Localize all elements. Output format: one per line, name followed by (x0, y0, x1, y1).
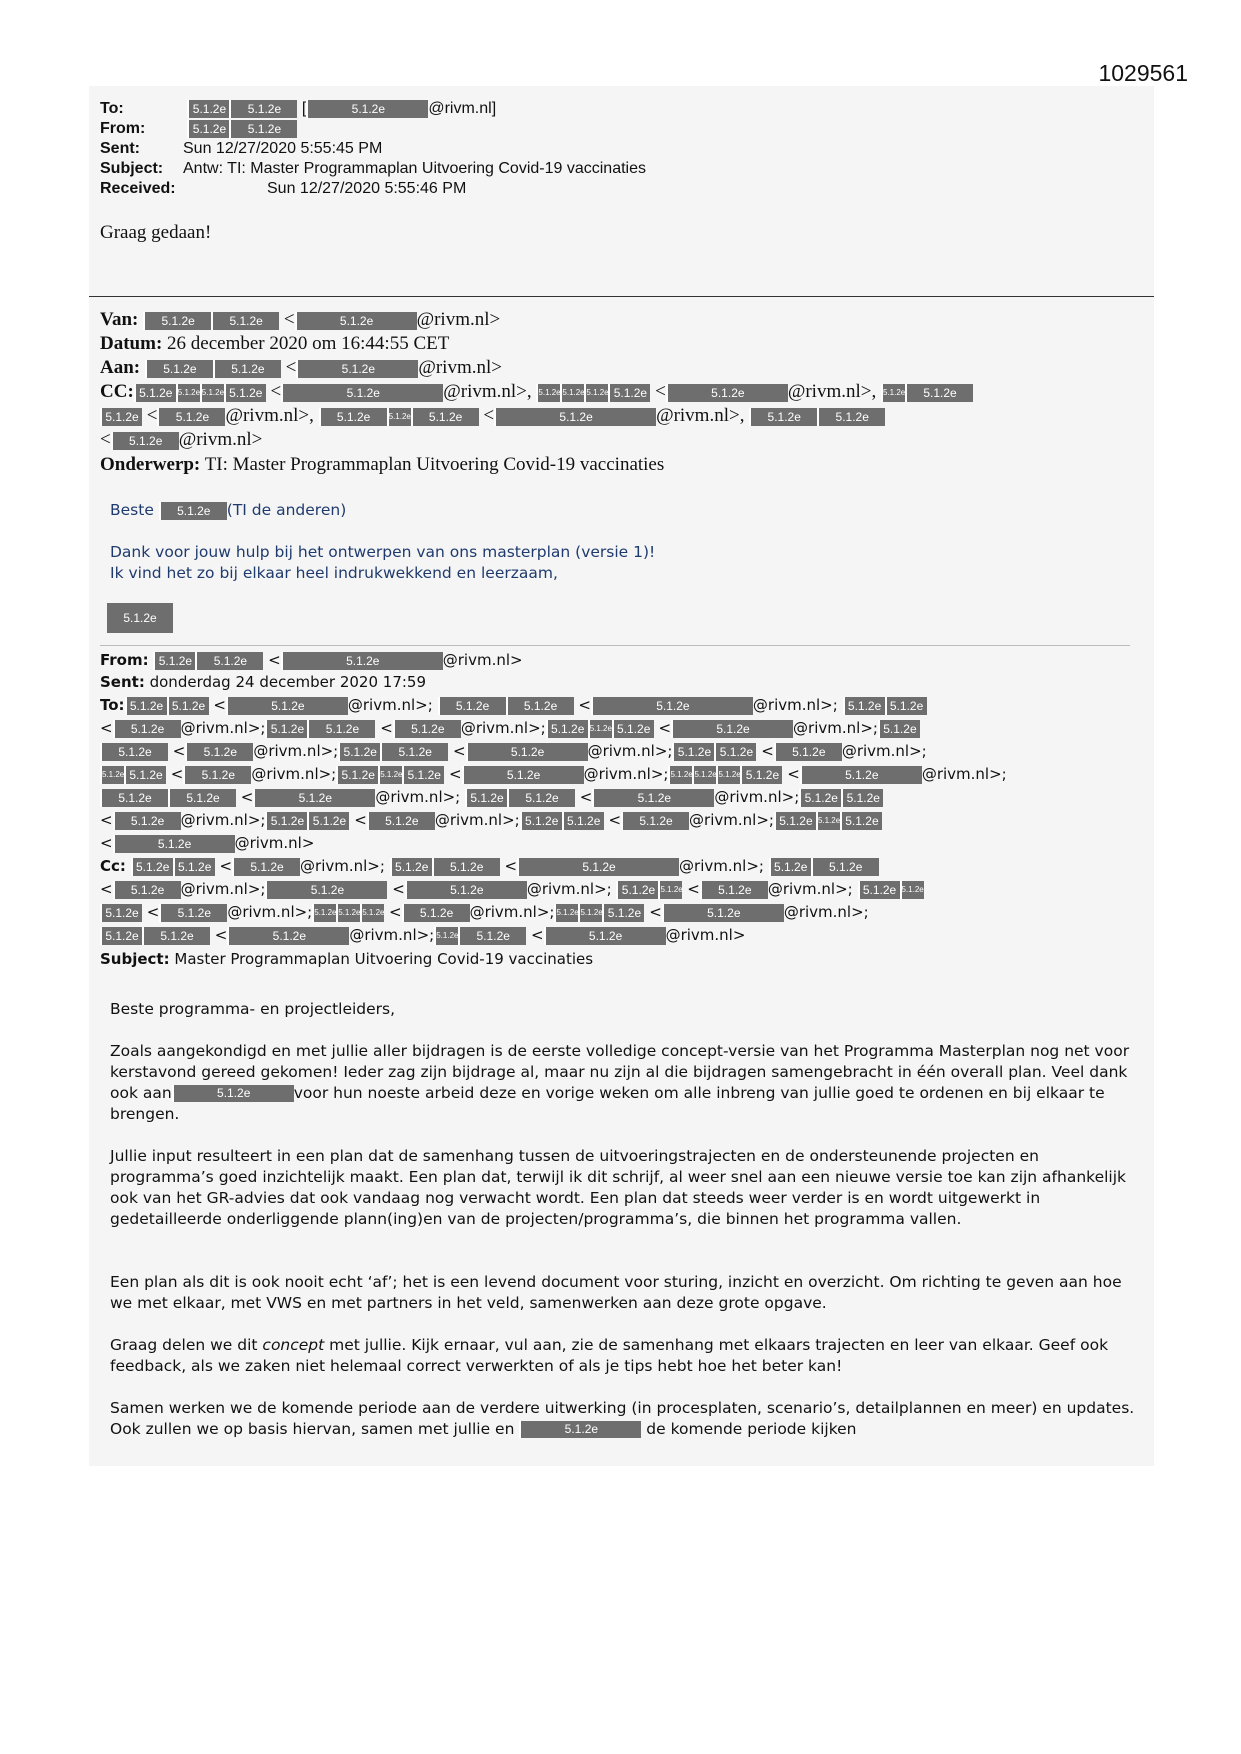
redaction-block: 5.1.2e (227, 927, 349, 945)
redaction-block: 5.1.2e (666, 384, 788, 402)
redaction-block: 5.1.2e (143, 312, 211, 330)
email2-cc-row-2: 5.1.2e < 5.1.2e @rivm.nl>, 5.1.2e 5.1.2e 5.1.2e < 5.1.2e @rivm.nl>, 5.1.2e 5.1.2e (100, 405, 885, 427)
redaction-block: 5.1.2e (562, 812, 604, 830)
redaction-block: 5.1.2e (769, 858, 811, 876)
redaction-block: 5.1.2e (157, 408, 225, 426)
email3-to-row-5: 5.1.2e 5.1.2e < 5.1.2e @rivm.nl>; 5.1.2e 5.1.2e < 5.1.2e @rivm.nl>; 5.1.2e 5.1.2e (100, 788, 883, 807)
subject-label: Subject: (100, 950, 170, 968)
redaction-block: 5.1.2e (295, 312, 417, 330)
to-address: @rivm.nl>; (714, 788, 800, 806)
redaction-block: 5.1.2e (405, 881, 527, 899)
redaction-block: 5.1.2e (187, 120, 229, 138)
redaction-block: 5.1.2e (434, 927, 458, 945)
redaction-block: 5.1.2e (462, 766, 584, 784)
to-address: @rivm.nl>; (375, 788, 461, 806)
redaction-block: 5.1.2e (612, 720, 654, 738)
redaction-block: 5.1.2e (113, 881, 181, 899)
redaction-block: 5.1.2e (211, 312, 279, 330)
paragraph-text: Een plan als dit is ook nooit echt ‘af’; het is een levend document voor sturing, inzicht en overzicht. Om richting te geven aan hoe we met elkaar, met VWS en met partners in het veld, samenwerken aan deze grote opgave. (110, 1273, 1122, 1312)
redaction-block: 5.1.2e (858, 881, 900, 899)
paragraph-text: Samen werken we de komende periode aan de verdere uitwerking (in procesplaten, scenario’s, detailplannen en meer) en updates. Ook zullen we op basis hiervan, samen met jullie en (110, 1399, 1135, 1438)
redaction-block: 5.1.2e (843, 697, 885, 715)
from-label: From: (100, 651, 149, 669)
cc-address: @rivm.nl>, (443, 381, 532, 402)
redaction-block: 5.1.2e (608, 384, 650, 402)
redaction-block: 5.1.2e (100, 743, 168, 761)
paragraph-text: voor hun noeste arbeid deze en vorige weken om alle inbreng van jullie goed te ordenen en bij elkaar te brengen. (110, 1084, 1105, 1123)
paragraph-text: met jullie. Kijk ernaar, vul aan, zie de samenhang met elkaars trajecten en leer van elkaar. Geef ook feedback, als we zaken niet helemaal correct verwerkten of als je tips hebt hoe het beter kan! (110, 1336, 1109, 1375)
redaction-block: 5.1.2e (111, 432, 179, 450)
redaction-block: 5.1.2e (213, 360, 281, 378)
redaction-block: 5.1.2e (881, 384, 905, 402)
subject-value: Antw: TI: Master Programmaplan Uitvoering Covid-19 vaccinaties (183, 160, 646, 177)
redaction-block: 5.1.2e (173, 858, 215, 876)
redaction-block: 5.1.2e (841, 789, 883, 807)
redaction-block: 5.1.2e (113, 812, 181, 830)
paragraph-text: Graag delen we dit (110, 1336, 258, 1354)
redaction-block: 5.1.2e (402, 904, 470, 922)
to-address: @rivm.nl>; (752, 696, 838, 714)
email3-to-row-6: < 5.1.2e @rivm.nl>; 5.1.2e 5.1.2e < 5.1.2e @rivm.nl>; 5.1.2e 5.1.2e < 5.1.2e @rivm.nl>; 5.1.2e 5.1.2e 5.1.2e (100, 811, 882, 830)
to-address: @rivm.nl>; (460, 719, 546, 737)
redaction-block: 5.1.2e (187, 100, 229, 118)
redaction-block: 5.1.2e (438, 697, 506, 715)
redaction-block: 5.1.2e (466, 743, 588, 761)
redaction-block: 5.1.2e (390, 858, 432, 876)
redaction-block: 5.1.2e (380, 743, 448, 761)
cc-address: @rivm.nl> (665, 926, 746, 944)
cc-label: Cc: (100, 857, 126, 875)
cc-address: @rivm.nl>, (656, 405, 745, 426)
redaction-block: 5.1.2e (100, 789, 168, 807)
redaction-block: 5.1.2e (816, 812, 840, 830)
redaction-block: 5.1.2e (578, 904, 602, 922)
email3-to-row-2: < 5.1.2e @rivm.nl>; 5.1.2e 5.1.2e < 5.1.2e @rivm.nl>; 5.1.2e 5.1.2e 5.1.2e < 5.1.2e @rivm.nl>; 5.1.2e (100, 719, 920, 738)
separator-line (89, 296, 1154, 297)
redaction-block: 5.1.2e (811, 858, 879, 876)
redaction-block: 5.1.2e (306, 100, 428, 118)
redaction-block: 5.1.2e (465, 789, 507, 807)
email3-paragraph-1 (110, 1041, 1140, 1125)
redaction-block: 5.1.2e (224, 384, 266, 402)
subject-value: Master Programmaplan Uitvoering Covid-19 vaccinaties (174, 950, 594, 968)
redaction-block: 5.1.2e (716, 766, 740, 784)
to-address: @rivm.nl] (428, 100, 497, 118)
subject-label: Subject: (100, 160, 164, 177)
paragraph-text: Jullie input resulteert in een plan dat de samenhang tussen de uitvoeringstrajecten en de ondersteunende projecten en programma’s goed inzichtelijk maakt. Een plan dat, terwijl ik dit schrijf, al weer snel aan een nieuwe versie toe kan zijn afhankelijk ook van het GR-advies dat ook vandaag nog verwacht wordt. Een plan dat steeds weer verder is en wordt uitgewerkt in gedetailleerde onderliggende plann(ing)en van de projecten/programma’s, die binnen het programma vallen. (110, 1147, 1127, 1228)
redaction-block: 5.1.2e (621, 812, 689, 830)
redaction-block: 5.1.2e (168, 789, 236, 807)
redaction-block: 5.1.2e (560, 384, 584, 402)
redaction-block: 5.1.2e (183, 766, 251, 784)
email3-paragraph-3 (110, 1272, 1140, 1314)
email3-sent-row (100, 673, 426, 691)
redaction-block: 5.1.2e (367, 812, 435, 830)
redaction-block: 5.1.2e (281, 384, 443, 402)
to-address: @rivm.nl>; (434, 811, 520, 829)
email3-from-row: From: 5.1.2e 5.1.2e < 5.1.2e @rivm.nl> (100, 651, 523, 669)
to-address: @rivm.nl> (234, 834, 315, 852)
redaction-block: 5.1.2e (336, 766, 378, 784)
redaction-block: 5.1.2e (602, 904, 644, 922)
redaction-block: 5.1.2e (692, 766, 716, 784)
redaction-block: 5.1.2e (336, 904, 360, 922)
redaction-block: 5.1.2e (616, 881, 658, 899)
van-label: Van: (100, 309, 139, 330)
email3-cc-row-4: 5.1.2e 5.1.2e < 5.1.2e @rivm.nl>; 5.1.2e 5.1.2e < 5.1.2e @rivm.nl> (100, 926, 745, 945)
redaction-block: 5.1.2e (662, 904, 784, 922)
redaction-block: 5.1.2e (799, 789, 841, 807)
redaction-block: 5.1.2e (131, 858, 173, 876)
redaction-block: 5.1.2e (226, 697, 348, 715)
redaction-block: 5.1.2e (905, 384, 973, 402)
redaction-block: 5.1.2e (142, 927, 210, 945)
redaction-block: 5.1.2e (774, 743, 842, 761)
received-label: Received: (100, 180, 176, 197)
redaction-block: 5.1.2e (519, 1421, 641, 1438)
redaction-block: 5.1.2e (134, 384, 176, 402)
redaction-block: 5.1.2e (153, 652, 195, 670)
cc-address: @rivm.nl>; (469, 903, 555, 921)
redaction-block: 5.1.2e (100, 408, 142, 426)
redaction-block: 5.1.2e (885, 697, 927, 715)
cc-address: @rivm.nl> (178, 429, 263, 450)
email3-cc-row-2: < 5.1.2e @rivm.nl>; 5.1.2e < 5.1.2e @rivm.nl>; 5.1.2e 5.1.2e < 5.1.2e @rivm.nl>; 5.1.2e 5.1.2e (100, 880, 924, 898)
redaction-block: 5.1.2e (296, 360, 418, 378)
redaction-block: 5.1.2e (176, 384, 200, 402)
redaction-block: 5.1.2e (125, 697, 167, 715)
cc-address: @rivm.nl>; (783, 903, 869, 921)
redaction-block: 5.1.2e (671, 720, 793, 738)
redaction-block: 5.1.2e (658, 881, 682, 899)
redaction-block: 5.1.2e (592, 789, 714, 807)
redaction-block: 5.1.2e (253, 789, 375, 807)
redaction-block: 5.1.2e (159, 502, 227, 520)
redaction-block: 5.1.2e (817, 408, 885, 426)
aan-label: Aan: (100, 357, 141, 378)
cc-address: @rivm.nl>; (227, 903, 313, 921)
email3-cc-row-3: 5.1.2e < 5.1.2e @rivm.nl>; 5.1.2e 5.1.2e 5.1.2e < 5.1.2e @rivm.nl>; 5.1.2e 5.1.2e 5.1.2e < 5.1.2e @rivm.nl>; (100, 903, 869, 922)
redaction-block: 5.1.2e (740, 766, 782, 784)
to-address: @rivm.nl>; (251, 765, 337, 783)
redaction-block: 5.1.2e (546, 720, 588, 738)
cc-label: CC: (100, 381, 134, 402)
email3-paragraph-2 (110, 1146, 1140, 1230)
email1-body: Graag gedaan! (100, 222, 212, 243)
redaction-block: 5.1.2e (229, 100, 297, 118)
redaction-block: 5.1.2e (878, 720, 920, 738)
redaction-block: 5.1.2e (700, 881, 768, 899)
redaction-block: 5.1.2e (100, 904, 142, 922)
email3-cc-row-1: Cc: 5.1.2e 5.1.2e < 5.1.2e @rivm.nl>; 5.1.2e 5.1.2e < 5.1.2e @rivm.nl>; 5.1.2e 5.1.2e (100, 857, 879, 876)
redaction-block: 5.1.2e (185, 743, 253, 761)
email2-line2: Ik vind het zo bij elkaar heel indrukwekkend en leerzaam, (110, 564, 558, 582)
email1-subject-row (100, 160, 646, 178)
redaction-block: 5.1.2e (520, 812, 562, 830)
redaction-block: 5.1.2e (265, 720, 307, 738)
redaction-block: 5.1.2e (307, 812, 349, 830)
redaction-block: 5.1.2e (411, 408, 479, 426)
cc-address: @rivm.nl>; (180, 880, 266, 898)
separator-line (100, 645, 1130, 646)
redaction-block: 5.1.2e (195, 652, 263, 670)
redaction-block: 5.1.2e (229, 120, 297, 138)
email3-to-row-1: To: 5.1.2e 5.1.2e < 5.1.2e @rivm.nl>; 5.1.2e 5.1.2e < 5.1.2e @rivm.nl>; 5.1.2e 5.1.2e (100, 696, 927, 715)
redaction-block: 5.1.2e (432, 858, 500, 876)
to-address: @rivm.nl>; (921, 765, 1007, 783)
cc-address: @rivm.nl>; (300, 857, 385, 875)
to-address: @rivm.nl>; (180, 719, 266, 737)
email2-greeting (110, 501, 346, 520)
redaction-block: 5.1.2e (113, 720, 181, 738)
redaction-block: 5.1.2e (458, 927, 526, 945)
to-address: @rivm.nl>; (180, 811, 266, 829)
redaction-block: 5.1.2e (312, 904, 336, 922)
onderwerp-label: Onderwerp: (100, 454, 201, 475)
to-address: @rivm.nl>; (793, 719, 878, 737)
to-address: @rivm.nl>; (689, 811, 774, 829)
from-label: From: (100, 120, 146, 138)
email2-cc-row: CC: 5.1.2e 5.1.2e 5.1.2e 5.1.2e < 5.1.2e @rivm.nl>, 5.1.2e 5.1.2e 5.1.2e 5.1.2e < 5.1.2e @rivm.nl>, 5.1.2e 5.1.2e (100, 381, 973, 403)
redaction-block: 5.1.2e (900, 881, 924, 899)
cc-address: @rivm.nl>, (225, 405, 314, 426)
redaction-block: 5.1.2e (378, 766, 402, 784)
cc-address: @rivm.nl>, (787, 381, 877, 402)
to-label: To: (100, 696, 125, 714)
received-value: Sun 12/27/2020 5:55:46 PM (267, 180, 467, 197)
redaction-block: 5.1.2e (232, 858, 300, 876)
email2-cc-row-3: < 5.1.2e @rivm.nl> (100, 429, 263, 450)
email1-from-row (100, 120, 297, 138)
redaction-block: 5.1.2e (494, 408, 656, 426)
email2-onderwerp-row (100, 454, 664, 476)
to-address: @rivm.nl>; (841, 742, 927, 760)
redaction-block: 5.1.2e (536, 384, 560, 402)
email3-to-row-4: 5.1.2e 5.1.2e < 5.1.2e @rivm.nl>; 5.1.2e 5.1.2e 5.1.2e < 5.1.2e @rivm.nl>; 5.1.2e 5.1.2e 5.1.2e 5.1.2e < 5.1.2e @rivm.nl>; (102, 765, 1007, 783)
cc-address: @rivm.nl>; (526, 880, 612, 898)
redaction-block: 5.1.2e (172, 1085, 294, 1102)
paragraph-text: de komende periode kijken (646, 1420, 857, 1438)
to-address: @rivm.nl>; (347, 696, 433, 714)
to-address: @rivm.nl>; (587, 742, 673, 760)
email3-paragraph-5 (110, 1398, 1140, 1440)
redaction-block: 5.1.2e (517, 858, 679, 876)
cc-address: @rivm.nl>; (349, 926, 435, 944)
redaction-block: 5.1.2e (544, 927, 666, 945)
redaction-block: 5.1.2e (800, 766, 922, 784)
email1-received-row (100, 180, 466, 198)
email2-aan-row: Aan: 5.1.2e 5.1.2e < 5.1.2e @rivm.nl> (100, 357, 502, 378)
redaction-block: 5.1.2e (145, 360, 213, 378)
van-address: @rivm.nl> (416, 309, 501, 330)
email2-datum-row (100, 333, 449, 355)
cc-address: @rivm.nl>; (767, 880, 853, 898)
paragraph-emphasis: concept (262, 1336, 325, 1354)
redaction-block: 5.1.2e (506, 697, 574, 715)
redaction-block: 5.1.2e (402, 766, 444, 784)
sent-label: Sent: (100, 140, 140, 157)
redaction-block: 5.1.2e (672, 743, 714, 761)
redaction-block: 5.1.2e (265, 881, 387, 899)
redaction-block: 5.1.2e (840, 812, 882, 830)
redaction-block: 5.1.2e (167, 697, 209, 715)
datum-value: 26 december 2020 om 16:44:55 CET (167, 333, 450, 354)
redaction-block: 5.1.2e (265, 812, 307, 830)
email1-sent-row (100, 140, 382, 158)
paragraph-text: Zoals aangekondigd en met jullie aller bijdragen is de eerste volledige concept-versie van het Programma Masterplan nog net voor kerstavond gereed gekomen! Ieder zag zijn bijdrage al, maar nu zijn al die bijdragen samengebracht in één overall plan. Veel dank ook aan (110, 1042, 1130, 1102)
from-address: @rivm.nl> (442, 651, 523, 669)
to-address: @rivm.nl>; (253, 742, 339, 760)
sent-label: Sent: (100, 673, 145, 691)
redaction-block: 5.1.2e (554, 904, 578, 922)
redaction-block: 5.1.2e (100, 766, 124, 784)
redaction-block: 5.1.2e (507, 789, 575, 807)
sent-value: donderdag 24 december 2020 17:59 (149, 673, 427, 691)
redaction-block: 5.1.2e (360, 904, 384, 922)
redaction-block: 5.1.2e (319, 408, 387, 426)
email2-line1: Dank voor jouw hulp bij het ontwerpen van ons masterplan (versie 1)! (110, 543, 656, 561)
redaction-block: 5.1.2e (159, 904, 227, 922)
greeting-text: Beste (110, 501, 154, 519)
document-number: 1029561 (1098, 60, 1188, 86)
redaction-block: 5.1.2e (113, 835, 235, 853)
sent-value: Sun 12/27/2020 5:55:45 PM (183, 140, 383, 157)
redaction-block: 5.1.2e (281, 652, 443, 670)
redaction-block: 5.1.2e (668, 766, 692, 784)
redaction-block: 5.1.2e (774, 812, 816, 830)
to-address: @rivm.nl>; (583, 765, 669, 783)
redaction-block: 5.1.2e (200, 384, 224, 402)
email2-van-row: Van: 5.1.2e 5.1.2e < 5.1.2e @rivm.nl> (100, 309, 501, 330)
signature-redaction: 5.1.2e (107, 603, 173, 633)
greeting-text: (TI de anderen) (226, 501, 347, 519)
redaction-block: 5.1.2e (393, 720, 461, 738)
redaction-block: 5.1.2e (588, 720, 612, 738)
redaction-block: 5.1.2e (338, 743, 380, 761)
email3-to-row-3: 5.1.2e < 5.1.2e @rivm.nl>; 5.1.2e 5.1.2e < 5.1.2e @rivm.nl>; 5.1.2e 5.1.2e < 5.1.2e @rivm.nl>; (100, 742, 927, 761)
cc-address: @rivm.nl>; (679, 857, 764, 875)
redaction-block: 5.1.2e (749, 408, 817, 426)
email1-to-row: To: 5.1.2e 5.1.2e [ 5.1.2e @rivm.nl] (100, 100, 497, 118)
datum-label: Datum: (100, 333, 163, 354)
email3-to-row-7: < 5.1.2e @rivm.nl> (100, 834, 315, 852)
email3-subject-row (100, 950, 593, 968)
redaction-block: 5.1.2e (124, 766, 166, 784)
email3-paragraph-4 (110, 1335, 1140, 1377)
aan-address: @rivm.nl> (418, 357, 502, 378)
redaction-block: 5.1.2e (100, 927, 142, 945)
redaction-block: 5.1.2e (584, 384, 608, 402)
redaction-block: 5.1.2e (714, 743, 756, 761)
to-label: To: (100, 100, 124, 118)
onderwerp-value: TI: Master Programmaplan Uitvoering Covid-19 vaccinaties (204, 454, 665, 475)
redaction-block: 5.1.2e (591, 697, 753, 715)
redaction-block: 5.1.2e (307, 720, 375, 738)
redaction-block: 5.1.2e (387, 408, 411, 426)
email3-greeting: Beste programma- en projectleiders, (110, 1000, 396, 1018)
